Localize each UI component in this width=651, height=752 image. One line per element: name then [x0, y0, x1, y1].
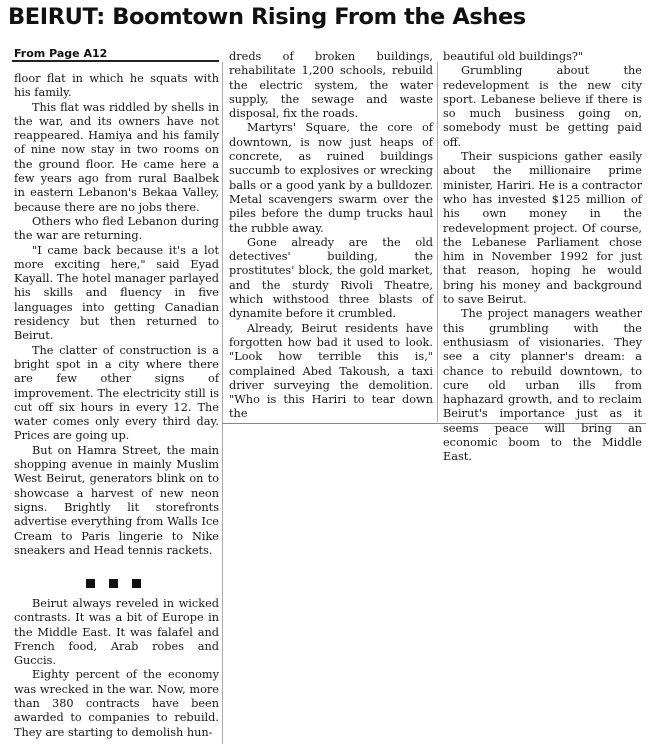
- square: [109, 579, 118, 588]
- paragraph: The project managers weather this grumbling with the enthusiasm of visionaries. They see a city planner's dream: a chance to rebuild downtown, to cure old urban ills from haphazard growth, and to reclaim Beirut's importance just as it seems peace will bring an economic boom to the Middle East.: [443, 307, 642, 464]
- square: [132, 579, 141, 588]
- paragraph: "I came back because it's a lot more exciting here," said Eyad Kayall. The hotel manager parlayed his skills and fluency in five languages into getting Canadian residency but then returned to Beirut.: [14, 243, 219, 343]
- headline: BEIRUT: Boomtown Rising From the Ashes: [8, 4, 526, 30]
- paragraph: floor flat in which he squats with his family.: [14, 72, 219, 100]
- paragraph: Gone already are the old detectives' building, the prostitutes' block, the gold market, and the sturdy Rivoli Theatre, which withstood three blasts of dynamite before it crumbled.: [229, 235, 433, 321]
- paragraph: Already, Beirut residents have forgotten how bad it used to look. "Look how terrible this is," complained Abed Takoush, a taxi driver surveying the demolition. "Who is this Hariri to tear down the: [229, 321, 433, 421]
- section-break-squares: [86, 579, 141, 589]
- paragraph: Eighty percent of the economy was wrecked in the war. Now, more than 380 contracts have been awarded to companies to rebuild. They are starting to demolish hun-: [14, 668, 219, 739]
- column-divider: [437, 62, 438, 422]
- column-1: [14, 72, 219, 558]
- paragraph: beautiful old buildings?": [443, 50, 584, 63]
- paragraph: Their suspicions gather easily about the millionaire prime minister, Hariri. He is a contractor who has invested $125 million of his own money in the redevelopment project. Of course, the Lebanese Parliament chose him in November 1992 for just that reason, hoping he would bring his money and background to save Beirut.: [443, 150, 642, 307]
- paragraph: Martyrs' Square, the core of downtown, is now just heaps of concrete, as ruined buildings succumb to explosives or wrecking balls or a good yank by a bulldozer. Metal scavengers swarm over the piles before the dump trucks haul the rubble away.: [229, 121, 433, 235]
- paragraph: This flat was riddled by shells in the war, and its owners have not reappeared. Hamiya and his family of nine now stay in two rooms on the ground floor. He came here a few years ago from rural Baalbek in eastern Lebanon's Bekaa Valley, because there are no jobs there.: [14, 100, 219, 214]
- square: [86, 579, 95, 588]
- paragraph: The clatter of construction is a bright spot in a city where there are few other signs of improvement. The electricity still is cut off six hours in every 12. The water comes only every third day. Prices are going up.: [14, 343, 219, 443]
- paragraph: Others who fled Lebanon during the war are returning.: [14, 214, 219, 243]
- paragraph: Grumbling about the redevelopment is the new city sport. Lebanese believe if there is so much business going on, somebody must be getting paid off.: [443, 64, 642, 149]
- paragraph: Beirut always reveled in wicked contrasts. It was a bit of Europe in the Middle East. It was falafel and French food, Arab robes and Guccis.: [14, 597, 219, 668]
- jump-line: From Page A12: [14, 47, 108, 60]
- column-3: [443, 50, 642, 465]
- column-2: [229, 50, 433, 422]
- paragraph: But on Hamra Street, the main shopping avenue in mainly Muslim West Beirut, generators blink on to showcase a harvest of new neon signs. Brightly lit storefronts advertise everything from Walls Ice Cream to Paris lingerie to Nike sneakers and Head tennis rackets.: [14, 443, 219, 557]
- rule: [12, 60, 219, 62]
- paragraph: dreds of broken buildings, rehabilitate 1,200 schools, rebuild the electric system, the water supply, the sewage and waste disposal, fix the roads.: [229, 50, 433, 121]
- column-divider: [222, 62, 223, 744]
- column-1-continued: [14, 597, 219, 740]
